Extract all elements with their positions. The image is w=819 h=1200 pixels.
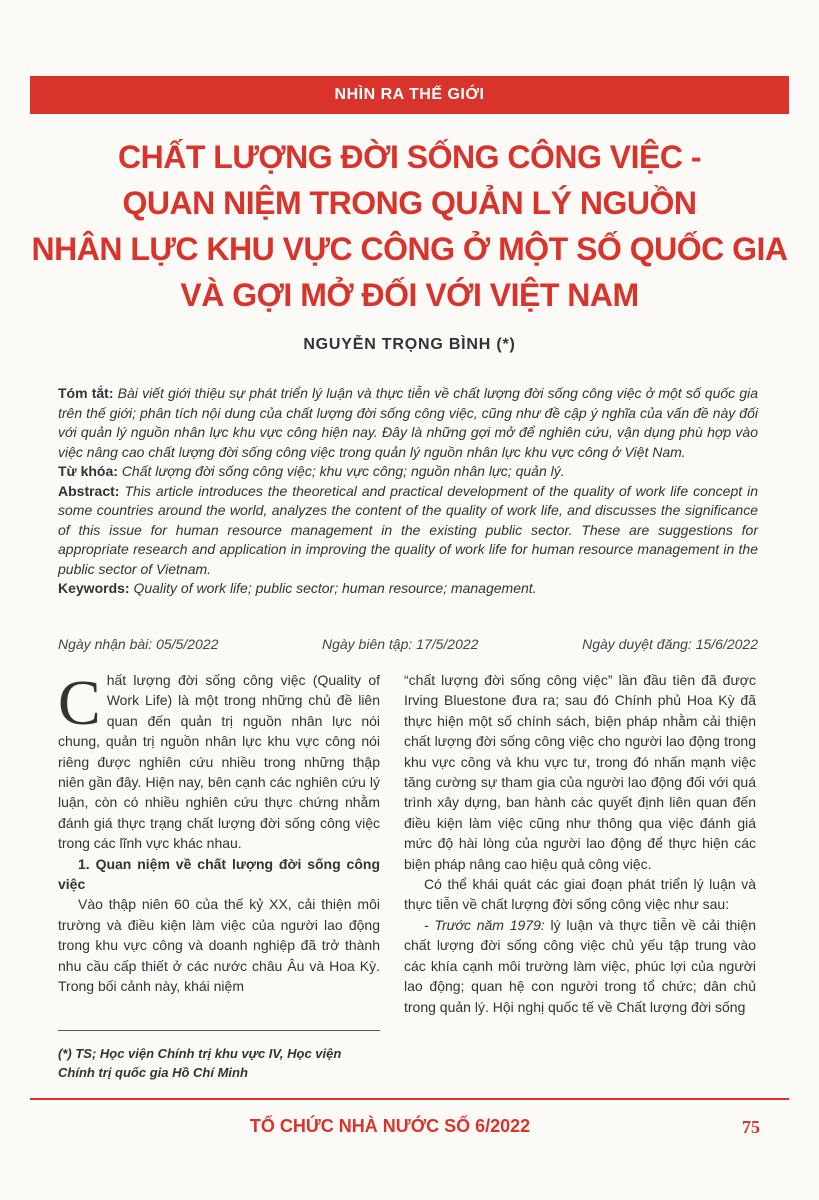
body-paragraph <box>58 667 380 854</box>
keywords-vi <box>58 462 758 482</box>
body-text: lý luận và thực tiễn về cải thiện chất lượng đời sống công việc chủ yếu tập trung vào các khía cạnh môi trường làm việc, phúc lợi của người lao động; quan hệ con người trong tổ chức; dân chủ trong quản lý. Hội nghị quốc tế về Chất lượng đời sống <box>404 916 756 1015</box>
title-line: NHÂN LỰC KHU VỰC CÔNG Ở MỘT SỐ QUỐC GIA <box>31 231 788 267</box>
keywords-en <box>58 579 758 599</box>
section-banner <box>30 76 789 114</box>
body-paragraph: Có thể khái quát các giai đoạn phát triển lý luận và thực tiễn về chất lượng đời sống công việc như sau: <box>404 876 756 913</box>
author-footnote: (*) TS; Học viện Chính trị khu vực IV, Học viện Chính trị quốc gia Hồ Chí Minh <box>58 1046 342 1080</box>
article-dates <box>58 636 758 652</box>
summary-vi-text: Bài viết giới thiệu sự phát triển lý luận và thực tiễn về chất lượng đời sống công việc ở một số quốc gia trên thế giới; phân tích nội dung của chất lượng đời sống công việc, cũng như đề cập ý nghĩa của vấn đề này đối với quản lý nguồn nhân lực khu vực công hiện nay. Đây là những gợi mở để nghiên cứu, vận dụng phù hợp vào việc nâng cao chất lượng đời sống công việc trong quản lý nguồn nhân lực khu vực công ở Việt Nam. <box>58 385 759 460</box>
abstract-en-text: This article introduces the theoretical and practical development of the quality of work life concept in some countries around the world, analyzes the content of the quality of work life, and discusses the significance of this issue for human resource management in the existing public sector. These are suggestions for appropriate research and application in improving the quality of work life for human resource management in the public sector of Vietnam. <box>58 482 759 577</box>
title-line: CHẤT LƯỢNG ĐỜI SỐNG CÔNG VIỆC - <box>118 139 701 175</box>
body-paragraph <box>404 915 756 1017</box>
date-received: Ngày nhận bài: 05/5/2022 <box>58 636 219 652</box>
date-edited: Ngày biên tập: 17/5/2022 <box>321 636 479 652</box>
dropcap: C <box>58 667 101 738</box>
section-banner-label: NHÌN RA THẾ GIỚI <box>334 86 485 103</box>
abstract-en-label: Abstract: <box>58 482 120 499</box>
body-column-left <box>58 667 380 997</box>
body-paragraph: Vào thập niên 60 của thế kỷ XX, cải thiện môi trường và điều kiện làm việc của người lao động trong khu vực công và doanh nghiệp đã trở thành nhu cầu cấp thiết ở các nước châu Âu và Hoa Kỳ. Trong bối cảnh này, khái niệm <box>58 896 380 995</box>
footer-divider <box>30 1098 789 1100</box>
keywords-en-text: Quality of work life; public sector; human resource; management. <box>133 580 537 596</box>
body-paragraph: “chất lượng đời sống công việc” lần đầu tiên đã được Irving Bluestone đưa ra; sau đó Chính phủ Hoa Kỳ đã thực hiện một số chính sách, biện pháp nhằm cải thiện chất lượng đời sống công việc cho người lao động trong khu vực công và khu vực tư, trong đó nhấn mạnh việc tăng cường sự tham gia của người lao động đối với quá trình xây dựng, ban hành các quyết định liên quan đến điều kiện làm việc cũng như thông qua việc đánh giá mức độ hài lòng của người lao động để thực hiện các biện pháp nâng cao hiệu quả công việc. <box>404 672 756 872</box>
body-text: hất lượng đời sống công việc (Quality of Work Life) là một trong những chủ đề liên quan đến quản trị nguồn nhân lực nói chung, quản trị nguồn nhân lực khu vực công nói riêng được nghiên cứu nhiều trong những thập niên gần đây. Hiện nay, bên cạnh các nghiên cứu lý luận, còn có nhiều nghiên cứu thực chứng nhằm đánh giá thực trạng chất lượng đời sống công việc trong các lĩnh vực khác nhau. <box>58 672 380 852</box>
title-line: QUAN NIỆM TRONG QUẢN LÝ NGUỒN <box>122 185 697 221</box>
keywords-vi-label: Từ khóa: <box>58 463 118 479</box>
period-label: - Trước năm 1979: <box>424 916 545 933</box>
summary-vi-label: Tóm tắt: <box>58 385 114 401</box>
page-number: 75 <box>742 1117 760 1137</box>
author-name: NGUYỄN TRỌNG BÌNH (*) <box>303 336 516 353</box>
abstract-block <box>58 384 758 599</box>
title-line: VÀ GỢI MỞ ĐỐI VỚI VIỆT NAM <box>180 277 639 313</box>
keywords-en-label: Keywords: <box>58 580 130 596</box>
keywords-vi-text: Chất lượng đời sống công việc; khu vực công; nguồn nhân lực; quản lý. <box>121 463 565 479</box>
article-title <box>30 134 789 318</box>
summary-vi <box>58 384 758 462</box>
footnote-divider <box>58 1030 380 1031</box>
body-column-right <box>404 670 756 1017</box>
abstract-en <box>58 482 758 580</box>
journal-name: TỔ CHỨC NHÀ NƯỚC SỐ 6/2022 <box>249 1116 531 1136</box>
date-approved: Ngày duyệt đăng: 15/6/2022 <box>582 636 758 652</box>
section-heading: 1. Quan niệm về chất lượng đời sống công việc <box>58 855 380 893</box>
